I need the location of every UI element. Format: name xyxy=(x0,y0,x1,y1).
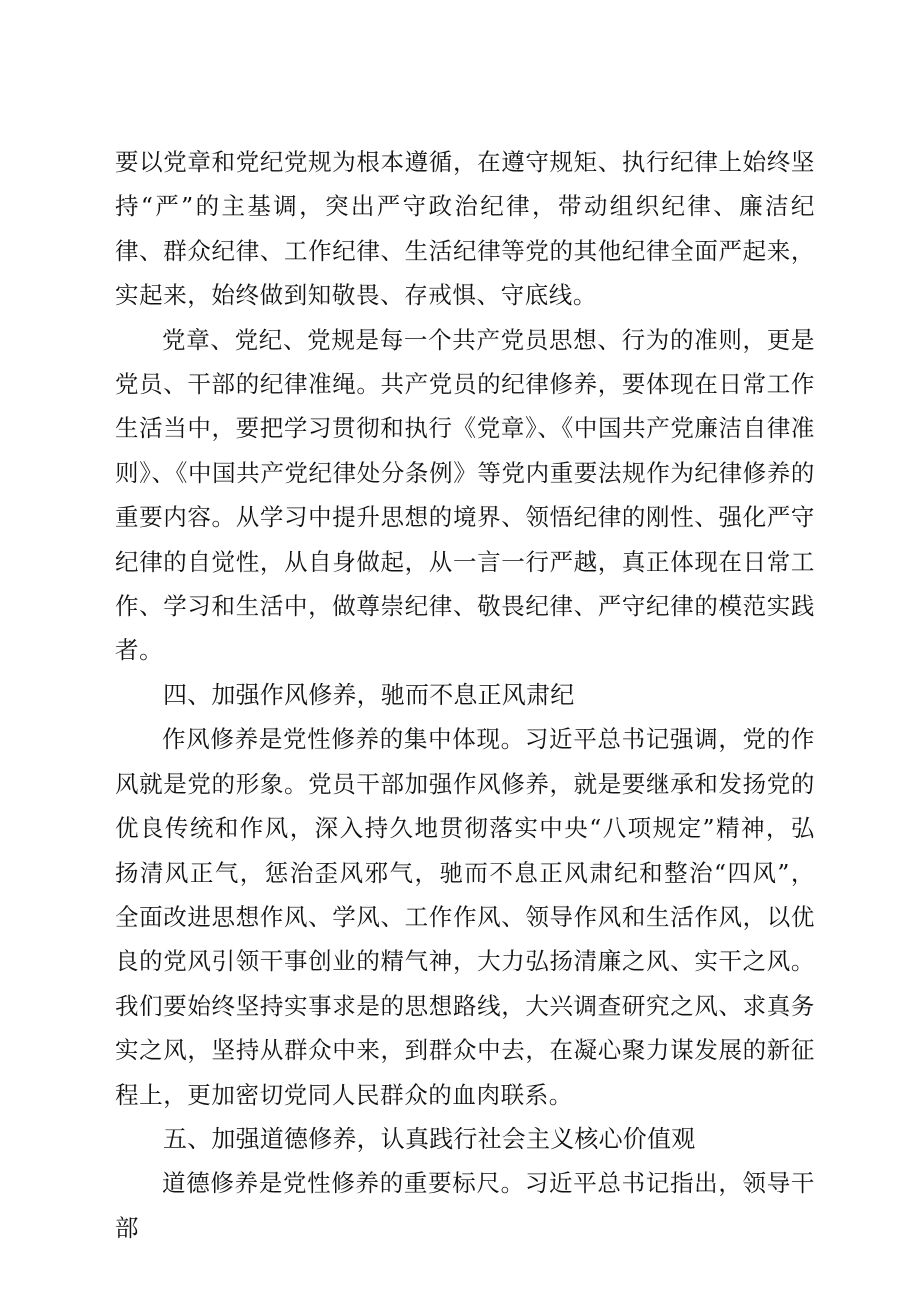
section-heading-four: 四、加强作风修养，驰而不息正风肃纪 xyxy=(163,680,575,709)
paragraph-moral-cultivation: 道德修养是党性修养的重要标尺。习近平总书记指出，领导干部 xyxy=(115,1169,815,1242)
paragraph-work-style: 作风修养是党性修养的集中体现。习近平总书记强调，党的作风就是党的形象。党员干部加强作风修养，就是要继承和发扬党的优良传统和作风，深入持久地贯彻落实中央“八项规定”精神，弘扬清风正气，惩治歪风邪气，驰而不息正风肃纪和整治“四风”，全面改进思想作风、学风、工作作风、领导作风和生活作风，以优良的党风引领干事创业的精气神，大力弘扬清廉之风、实干之风。我们要始终坚持实事求是的思想路线，大兴调查研究之风、求真务实之风，坚持从群众中来，到群众中去，在凝心聚力谋发展的新征程上，更加密切党同人民群众的血肉联系。 xyxy=(115,725,815,1109)
paragraph-discipline-continued: 要以党章和党纪党规为根本遵循，在遵守规矩、执行纪律上始终坚持“严”的主基调，突出严守政治纪律，带动组织纪律、廉洁纪律、群众纪律、工作纪律、生活纪律等党的其他纪律全面严起来，实起来，始终做到知敬畏、存戒惧、守底线。 xyxy=(115,148,815,310)
paragraph-discipline-rules: 党章、党纪、党规是每一个共产党员思想、行为的准则，更是党员、干部的纪律准绳。共产党员的纪律修养，要体现在日常工作生活当中，要把学习贯彻和执行《党章》、《中国共产党廉洁自律准则》、《中国共产党纪律处分条例》等党内重要法规作为纪律修养的重要内容。从学习中提升思想的境界、领悟纪律的刚性、强化严守纪律的自觉性，从自身做起，从一言一行严越，真正体现在日常工作、学习和生活中，做尊崇纪律、敬畏纪律、严守纪律的模范实践者。 xyxy=(115,325,815,665)
document-body xyxy=(115,140,815,1250)
section-heading-five: 五、加强道德修养，认真践行社会主义核心价值观 xyxy=(163,1124,696,1153)
